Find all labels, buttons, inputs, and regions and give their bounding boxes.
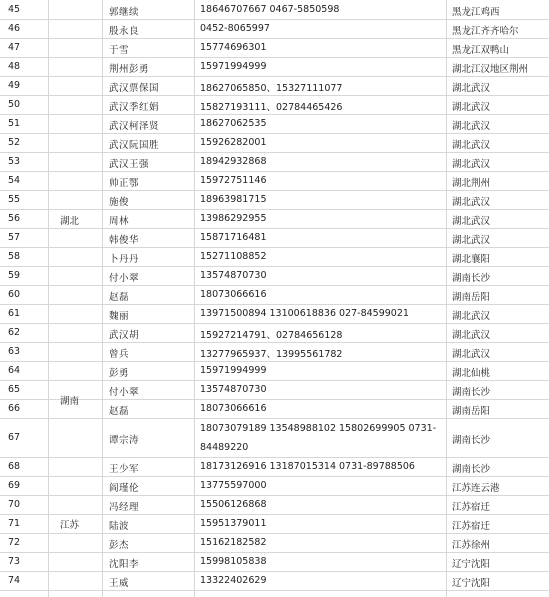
contact-location: 湖南长沙 <box>452 463 491 475</box>
contact-phone: 15972751146 <box>200 175 267 186</box>
row-number: 47 <box>8 42 21 53</box>
row-number: 54 <box>8 175 21 186</box>
contact-location: 湖南长沙 <box>452 434 491 446</box>
contact-name: 卜丹丹 <box>109 254 140 265</box>
table-row <box>0 362 550 381</box>
table-row <box>0 572 550 591</box>
contact-name: 武汉胡 <box>109 330 140 341</box>
row-number: 69 <box>8 479 21 491</box>
contact-name: 周林 <box>109 216 130 227</box>
table-row <box>0 267 550 286</box>
province-label: 湖南 <box>60 396 80 407</box>
contact-location: 湖北荆州 <box>452 178 491 189</box>
contact-location: 湖南长沙 <box>452 387 491 398</box>
table-row <box>0 58 550 77</box>
province-label: 湖北 <box>60 215 80 227</box>
row-number: 66 <box>8 403 21 414</box>
contact-phone: 18963981715 <box>200 194 267 205</box>
row-number: 51 <box>8 118 21 129</box>
contact-phone: 13986292955 <box>200 213 267 224</box>
contact-phone: 0452-8065997 <box>200 23 270 34</box>
contact-location: 江苏宿迁 <box>452 520 491 532</box>
contact-name: 荆州彭勇 <box>109 64 150 75</box>
contact-location: 湖北武汉 <box>452 311 491 322</box>
contact-name: 于雪 <box>109 45 130 56</box>
contact-phone: 13322402629 <box>200 574 267 586</box>
table-row <box>0 477 550 496</box>
table-row <box>0 191 550 210</box>
table-row <box>0 172 550 191</box>
row-number: 71 <box>8 517 21 529</box>
contact-location: 江苏宿迁 <box>452 501 491 513</box>
table-row <box>0 248 550 267</box>
row-number: 57 <box>8 232 21 243</box>
contact-location: 湖北武汉 <box>452 121 491 132</box>
contact-name: 郭继续 <box>109 7 140 18</box>
contact-location: 江苏连云港 <box>452 482 500 494</box>
row-number: 45 <box>8 4 21 15</box>
contact-location: 湖北江汉地区荆州 <box>452 64 529 75</box>
contact-phone: 13574870730 <box>200 384 267 395</box>
table-row <box>0 419 550 458</box>
contact-phone: 18173126916 13187015314 0731-89788506 <box>200 460 415 472</box>
contact-phone: 15871716481 <box>200 232 267 243</box>
contact-name: 冯经理 <box>109 501 140 513</box>
contact-phone: 15926282001 <box>200 137 267 148</box>
contact-phone: 15506126868 <box>200 498 267 510</box>
contact-phone: 13574870730 <box>200 270 267 281</box>
row-number: 59 <box>8 270 21 281</box>
contact-location: 辽宁沈阳 <box>452 577 491 589</box>
contact-phone: 15998105838 <box>200 555 267 567</box>
table-row <box>0 1 550 20</box>
row-number: 56 <box>8 213 21 224</box>
table-row <box>0 324 550 343</box>
contact-phone: 15774696301 <box>200 42 267 53</box>
contact-phone: 18942932868 <box>200 156 267 167</box>
contact-name: 韩俊华 <box>109 235 140 246</box>
table-row <box>0 343 550 362</box>
row-number: 67 <box>8 431 21 443</box>
row-number: 58 <box>8 251 21 262</box>
contact-phone: 15162182582 <box>200 536 267 548</box>
contact-name: 武汉王强 <box>109 159 150 170</box>
table-row <box>0 553 550 572</box>
contact-location: 湖北武汉 <box>452 235 491 246</box>
contact-name: 付小翠 <box>109 273 140 284</box>
contact-location: 黑龙江鸡西 <box>452 7 500 18</box>
contact-location: 湖北武汉 <box>452 83 491 94</box>
row-number: 62 <box>8 327 21 338</box>
contact-location: 湖北武汉 <box>452 197 491 208</box>
contact-phone: 15971994999 <box>200 61 267 72</box>
contact-name: 阎瑾伦 <box>109 482 140 494</box>
row-number: 72 <box>8 536 21 548</box>
row-number: 53 <box>8 156 21 167</box>
table-row <box>0 77 550 96</box>
table-row <box>0 229 550 248</box>
contact-location: 黑龙江双鸭山 <box>452 45 510 56</box>
table-row <box>0 153 550 172</box>
contact-name: 帅正鄂 <box>109 178 140 189</box>
table-row <box>0 134 550 153</box>
contact-phone: 18627062535 <box>200 118 267 129</box>
province-label: 江苏 <box>60 520 80 531</box>
row-number: 65 <box>8 384 21 395</box>
contact-phone: 18627065850、15327111077 <box>200 83 343 94</box>
contact-name: 谭宗涛 <box>109 434 140 446</box>
table-row <box>0 20 550 39</box>
contact-name: 陆波 <box>109 520 130 532</box>
row-number: 74 <box>8 574 21 586</box>
contact-name: 武汉阮国胜 <box>109 140 160 151</box>
contact-location: 辽宁沈阳 <box>452 558 491 570</box>
contact-phone: 13775597000 <box>200 479 267 491</box>
contact-name: 施俊 <box>109 197 130 208</box>
row-number: 46 <box>8 23 21 34</box>
row-number: 70 <box>8 498 21 510</box>
contact-name: 王威 <box>109 577 130 589</box>
row-number: 73 <box>8 555 21 567</box>
contact-phone: 15971994999 <box>200 365 267 376</box>
row-number: 61 <box>8 308 21 319</box>
contact-phone: 15951379011 <box>200 517 267 529</box>
contact-name: 魏丽 <box>109 311 130 322</box>
contact-location: 湖北武汉 <box>452 330 491 341</box>
contact-name: 武汉季红娟 <box>109 102 160 113</box>
contact-name: 武汉柯泽贤 <box>109 121 160 132</box>
row-number: 63 <box>8 346 21 357</box>
contact-name: 沈阳李 <box>109 558 140 570</box>
contact-phone: 15271108852 <box>200 251 267 262</box>
row-number: 64 <box>8 365 21 376</box>
table-row <box>0 305 550 324</box>
contact-location: 湖南岳阳 <box>452 406 491 417</box>
row-number: 50 <box>8 99 21 110</box>
contact-name: 殷永良 <box>109 26 140 37</box>
contact-location: 湖北武汉 <box>452 159 491 170</box>
contact-phone: 18646707667 0467-5850598 <box>200 4 340 15</box>
contact-phone: 18073066616 <box>200 403 267 414</box>
contact-name: 曾兵 <box>109 349 130 360</box>
row-number: 48 <box>8 61 21 72</box>
contact-location: 湖北武汉 <box>452 216 491 227</box>
contact-phone: 13971500894 13100618836 027-84599021 <box>200 308 409 319</box>
contact-phone: 18073079189 13548988102 15802699905 0731-84489220 <box>200 423 437 453</box>
table-row <box>0 534 550 553</box>
contact-location: 湖北襄阳 <box>452 254 491 265</box>
contact-location: 黑龙江齐齐哈尔 <box>452 26 519 37</box>
contact-location: 江苏徐州 <box>452 539 491 551</box>
contact-location: 湖北武汉 <box>452 349 491 360</box>
contact-phone: 18073066616 <box>200 289 267 300</box>
contact-name: 彭勇 <box>109 368 130 379</box>
contact-name: 赵磊 <box>109 292 130 303</box>
contact-name: 彭杰 <box>109 539 130 551</box>
contact-location: 湖北仙桃 <box>452 368 491 379</box>
table-row <box>0 496 550 515</box>
row-number: 60 <box>8 289 21 300</box>
contact-location: 湖北武汉 <box>452 102 491 113</box>
contact-phone: 15927214791、02784656128 <box>200 330 343 341</box>
contact-location: 湖南长沙 <box>452 273 491 284</box>
row-number: 52 <box>8 137 21 148</box>
contact-name: 赵磊 <box>109 406 130 417</box>
contact-location: 湖南岳阳 <box>452 292 491 303</box>
contact-phone: 13277965937、13995561782 <box>200 349 343 360</box>
row-number: 49 <box>8 80 21 91</box>
contact-name: 付小翠 <box>109 387 140 398</box>
contact-name: 武汉票保国 <box>109 83 160 94</box>
table-row <box>0 96 550 115</box>
table-row <box>0 286 550 305</box>
table-row <box>0 39 550 58</box>
table-row <box>0 458 550 477</box>
contact-location: 湖北武汉 <box>452 140 491 151</box>
table-row <box>0 115 550 134</box>
contact-name: 王少军 <box>109 463 140 475</box>
contact-phone: 15827193111、02784465426 <box>200 102 343 113</box>
row-number: 55 <box>8 194 21 205</box>
row-number: 68 <box>8 460 21 472</box>
